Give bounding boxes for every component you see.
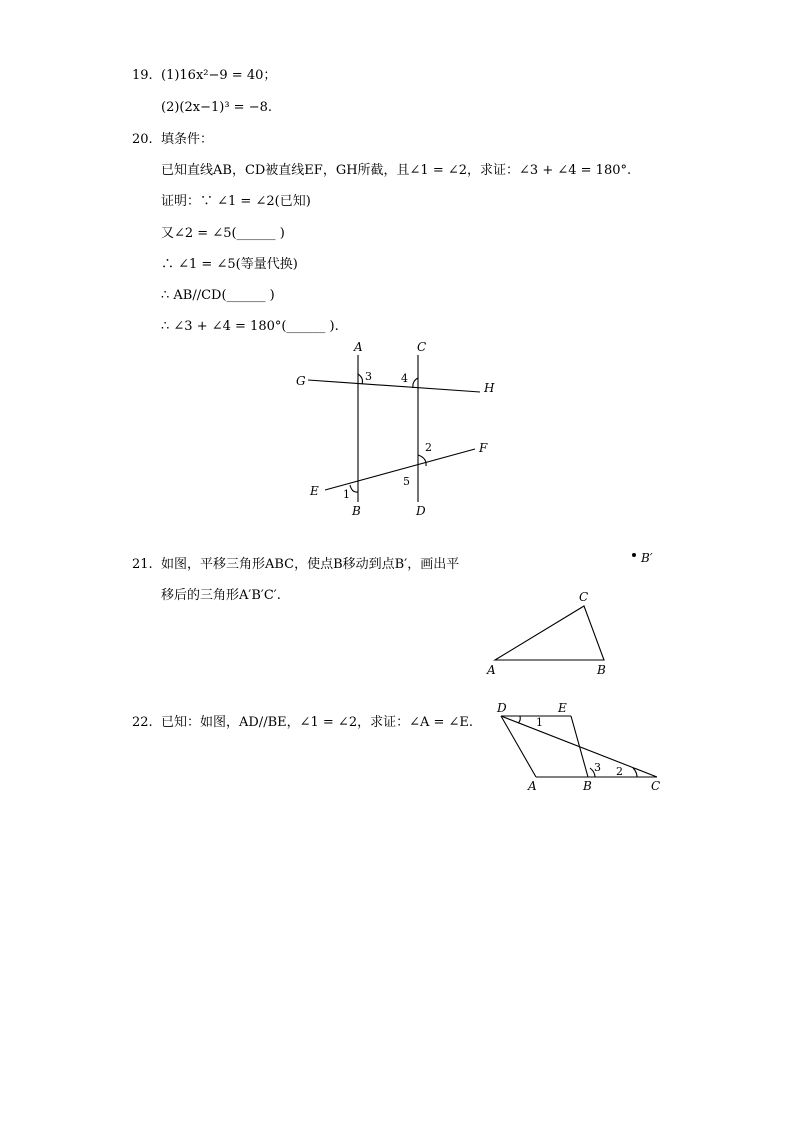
q20-proof-line: 又∠2 = ∠5(______ )	[161, 226, 285, 241]
label-angle-3: 3	[594, 761, 601, 774]
q20-given: 已知直线AB，CD被直线EF，GH所截，且∠1 = ∠2，求证：∠3 + ∠4 = 180°.	[161, 163, 632, 178]
angle-1-arc	[518, 716, 520, 723]
label-d: D	[416, 504, 426, 518]
label-angle-1: 1	[343, 488, 350, 501]
label-angle-2: 2	[425, 441, 432, 454]
label-angle-2: 2	[616, 765, 623, 778]
label-angle-5: 5	[403, 475, 410, 488]
label-c: C	[579, 590, 589, 604]
label-angle-4: 4	[401, 372, 408, 385]
q19-number: 19.	[132, 68, 153, 83]
q20-proof-line: ∴ AB//CD(______ )	[161, 288, 275, 303]
q21-line-2: 移后的三角形A′B′C′.	[161, 588, 281, 603]
label-b-prime: B′	[641, 551, 653, 565]
q22-text: 已知：如图，AD//BE，∠1 = ∠2，求证：∠A = ∠E.	[161, 715, 474, 730]
label-a: A	[354, 340, 363, 354]
label-b: B	[352, 504, 361, 518]
q21-line-1: 如图，平移三角形ABC，使点B移动到点B′，画出平	[161, 557, 460, 572]
q19-line-1: (1)16x²−9 = 40；	[161, 68, 277, 83]
label-d: D	[497, 701, 507, 715]
q19-line-2: (2)(2x−1)³ = −8.	[161, 100, 272, 115]
label-angle-3: 3	[365, 370, 372, 383]
q20-proof-line: ∴ ∠3 + ∠4 = 180°(______ ).	[161, 319, 339, 334]
q22-number: 22.	[132, 715, 153, 730]
label-c: C	[651, 779, 661, 793]
q21-number: 21.	[132, 557, 153, 572]
label-h: H	[484, 381, 495, 395]
q20-number: 20.	[132, 132, 153, 147]
label-angle-1: 1	[536, 716, 543, 729]
label-b: B	[597, 663, 606, 677]
q20-proof-line: 证明：∵ ∠1 = ∠2(已知)	[161, 194, 311, 209]
q20-title: 填条件：	[161, 132, 214, 147]
label-a: A	[487, 663, 496, 677]
label-g: G	[296, 374, 306, 388]
label-b: B	[583, 779, 592, 793]
label-e: E	[310, 484, 319, 498]
q20-proof-line: ∴ ∠1 = ∠5(等量代换)	[161, 257, 298, 272]
label-f: F	[479, 441, 488, 455]
label-e: E	[558, 701, 567, 715]
label-a: A	[528, 779, 537, 793]
segment-ad	[501, 716, 536, 777]
label-c: C	[417, 340, 427, 354]
